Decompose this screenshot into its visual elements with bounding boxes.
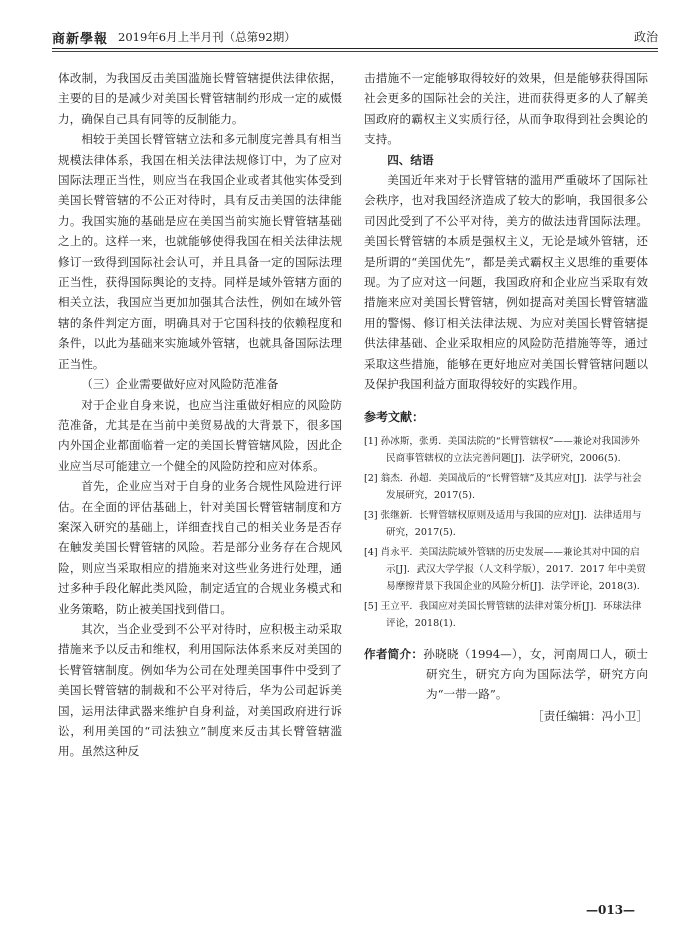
section-heading: 四、结语 [387,152,434,167]
author-label: 作者简介： [364,646,424,661]
page-number: —013— [586,903,636,917]
right-column [364,68,648,726]
paragraph: 相较于美国长臂管辖立法和多元制度完善具有相当规模法律体系，我国在相关法律法规修订中，为了应对国际法理正当性，则应当在我国企业或者其他实体受到美国长臂管辖的不公正对待时，具有反击美国的法律能力。我国实施的基础是应在美国当前实施长臂管辖基础之上的。这样一来，也就能够使得我国在相关法律法规修订一致得到国际社会认可，并且具备一定的国际法理正当性，获得国际舆论的支持。同样是域外管辖方面的相关立法，我国应当更加加强其合法性，例如在域外管辖的条件判定方面，明确具对于它国科技的依赖程度和条件，以此为基础来实施域外管辖，也就具备国际法理正当性。 [58,132,342,371]
paragraph: 体改制，为我国反击美国滥施长臂管辖提供法律依据，主要的目的是减少对美国长臂管辖制约形成一定的威慑力，确保自己具有同等的反制能力。 [58,71,342,126]
editor-credit: ［责任编辑：冯小卫］ [532,708,648,723]
reference-item: [5] 王立平．我国应对美国长臂管辖的法律对策分析[J]．环球法律评论，2018(1). [364,600,642,629]
section-label: 政治 [633,30,658,44]
paragraph: 美国近年来对于长臂管辖的滥用严重破坏了国际社会秩序，也对我国经济造成了较大的影响，我国很多公司因此受到了不公平对待，美方的做法违背国际法理。美国长臂管辖的本质是强权主义，无论是域外管辖，还是所谓的“美国优先”，都是美式霸权主义思维的重要体现。为了应对这一问题，我国政府和企业应当采取有效措施来应对美国长臂管辖，例如提高对美国长臂管辖滥用的警惕、修订相关法律法规、为应对美国长臂管辖提供法律基础、企业采取相应的风险防范措施等等，通过采取这些措施，能够在更好地应对美国长臂管辖问题以及保护我国利益方面取得较好的实践作用。 [364,173,648,392]
header-rule-thin [52,51,658,52]
reference-item: [2] 翁杰．孙超．美国战后的“长臂管辖”及其应对[J]．法学与社会发展研究，2017(5). [364,472,642,501]
reference-item: [1] 孙冰斯，张勇．美国法院的“长臂管辖权”——兼论对我国涉外民商事管辖权的立法完善问题[J]．法学研究，2006(5). [364,435,640,464]
reference-item: [4] 肖永平．美国法院域外管辖的历史发展——兼论其对中国的启示[J]．武汉大学学报（人文科学版），2017．2017 年中美贸易摩擦背景下我国企业的风险分析[J]．法学评论，2018(3). [364,546,646,592]
left-column [58,68,342,762]
issue-info: 2019年6月上半月刊（总第92期） [118,30,296,44]
journal-title: 商新學報 [52,32,109,47]
author-text: 孙晓晓（1994—），女，河南周口人，硕士研究生，研究方向为国际法学，研究方向为“一带一路”。 [423,646,648,701]
author-bio [364,644,648,704]
header-rule [52,48,658,49]
references-title: 参考文献： [364,409,425,424]
subsection-heading: （三）企业需要做好应对风险防范准备 [81,377,279,392]
references-list [364,433,648,632]
paragraph: 其次，当企业受到不公平对待时，应积极主动采取措施来予以反击和维权，利用国际法体系来反对美国的长臂管辖制度。例如华为公司在处理美国事件中受到了美国长臂管辖的制裁和不公平对待后，华为公司起诉美国，运用法律武器来维护自身利益，对美国政府进行诉讼，利用美国的“司法独立”制度来反击其长臂管辖滥用。虽然这种反 [58,621,342,759]
paragraph: 首先，企业应当对于自身的业务合规性风险进行评估。在全面的评估基础上，针对美国长臂管辖制度和方案深入研究的基础上，详细查找自己的相关业务是否存在触发美国长臂管辖的风险。若是部分业务存在合规风险，则应当采取相应的措施来对这些业务进行处理，通过多种手段化解此类风险，制定适宜的合规业务模式和业务策略，防止被美国找到借口。 [58,479,342,616]
reference-item: [3] 张继新．长臂管辖权原则及适用与我国的应对[J]．法律适用与研究，2017(5). [364,509,642,538]
page-header [52,26,658,48]
paragraph: 对于企业自身来说，也应当注重做好相应的风险防范准备，尤其是在当前中美贸易战的大背景下，很多国内外国企业都面临着一定的美国长臂管辖风险，因此企业应当尽可能建立一个健全的风险防控和应对体系。 [58,397,342,473]
paragraph: 击措施不一定能够取得较好的效果，但是能够获得国际社会更多的国际社会的关注，进而获得更多的人了解美国政府的霸权主义实质行径，从而争取得到社会舆论的支持。 [364,71,648,147]
